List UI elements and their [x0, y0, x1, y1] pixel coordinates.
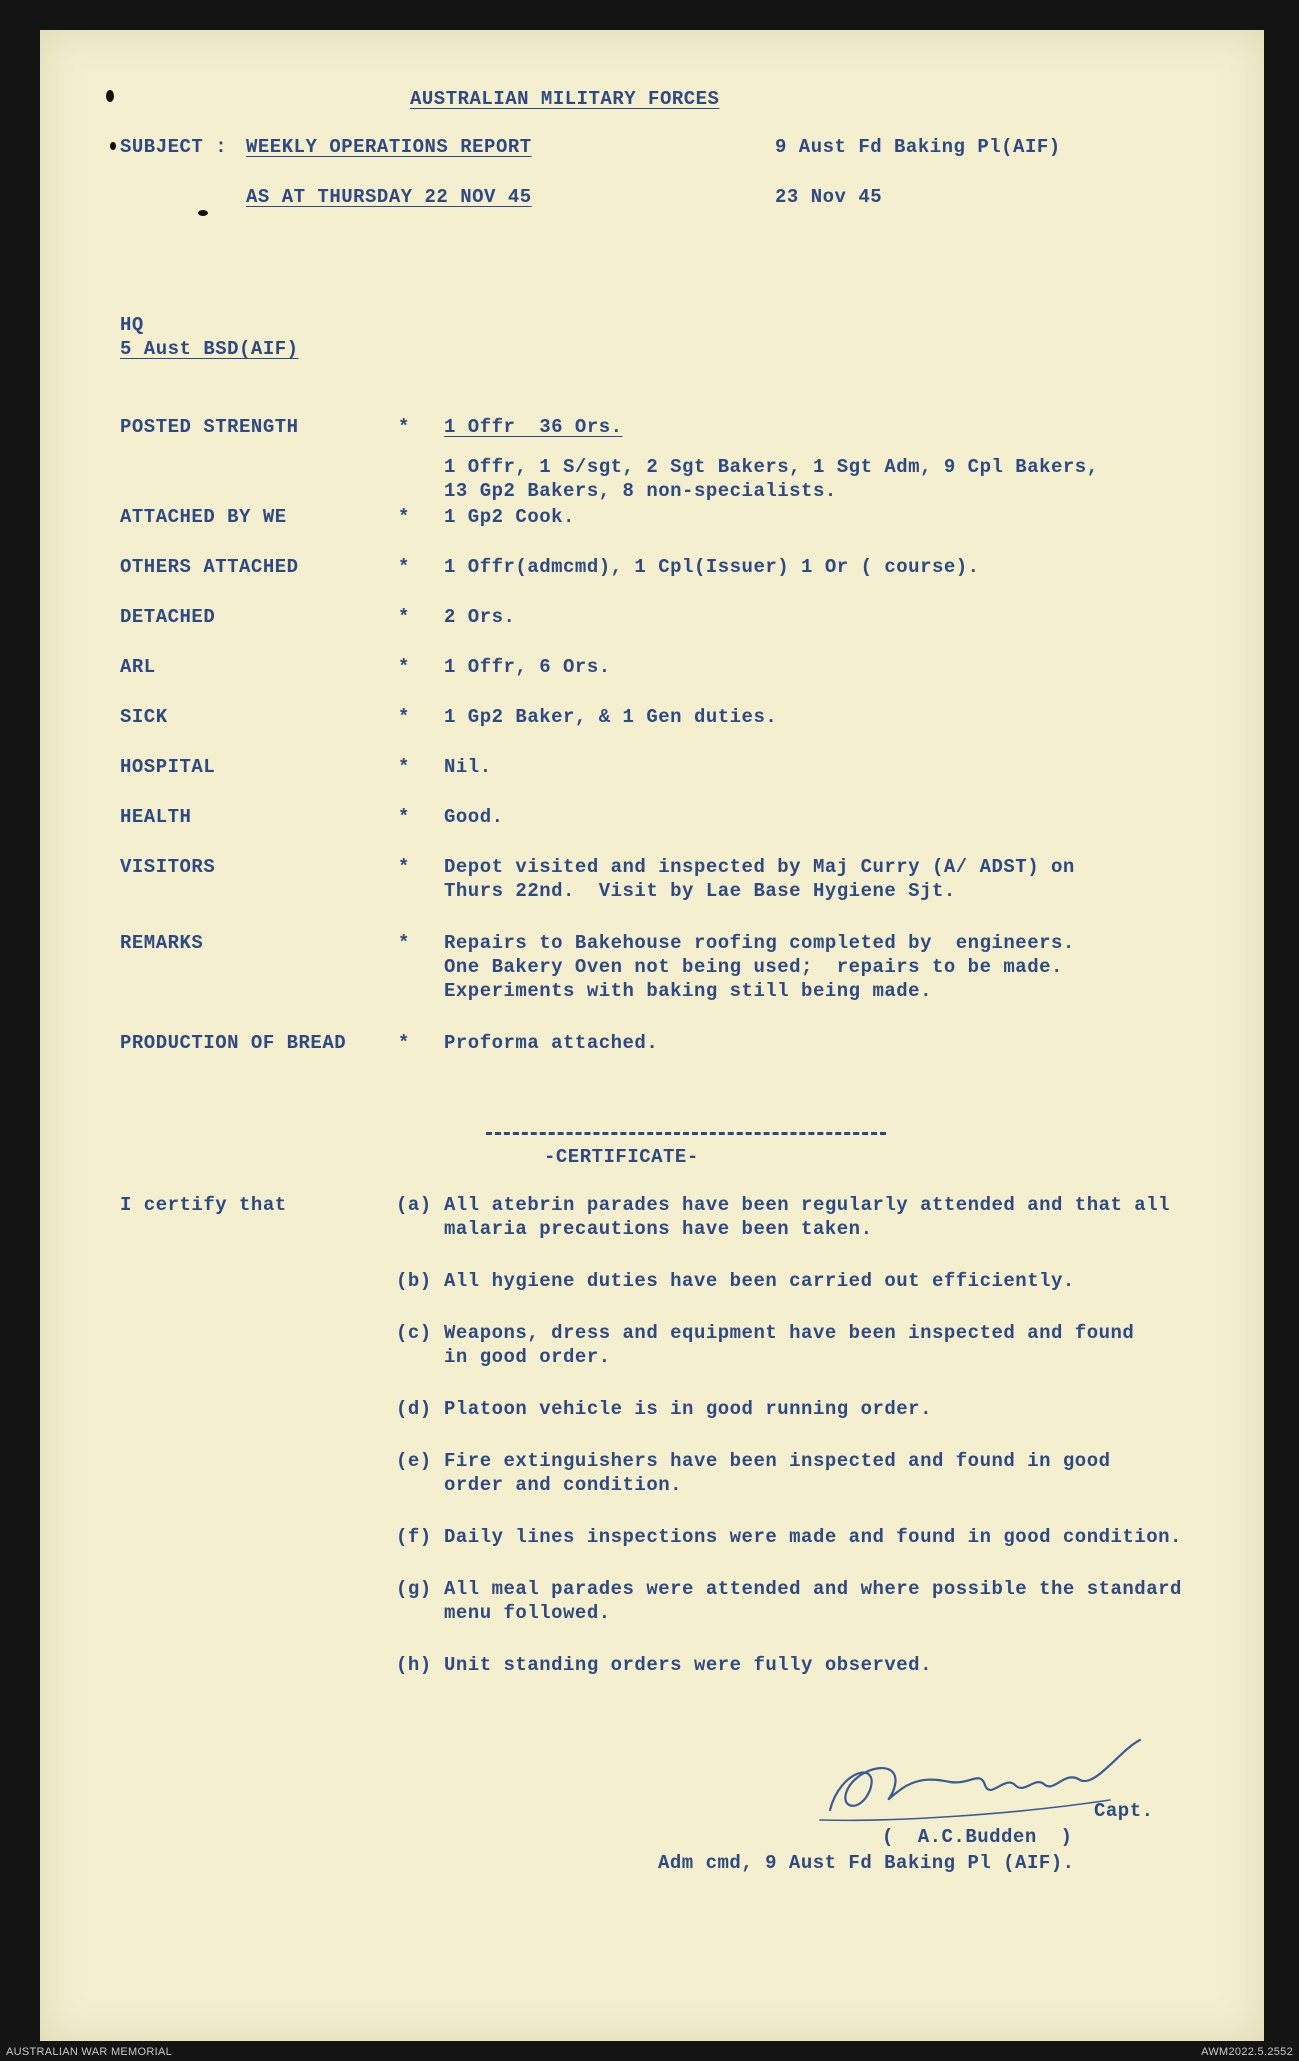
- entry-text: 1 Gp2 Cook.: [444, 506, 575, 528]
- entry-label: REMARKS: [120, 932, 204, 954]
- entry-mark: *: [398, 1032, 410, 1054]
- certificate-text: menu followed.: [444, 1602, 611, 1624]
- punch-mark: [198, 210, 208, 216]
- entry-text: Repairs to Bakehouse roofing completed by engineers.: [444, 932, 1075, 954]
- entry-mark: *: [398, 606, 410, 628]
- certificate-key: (f): [396, 1526, 432, 1548]
- certificate-text: order and condition.: [444, 1474, 683, 1496]
- entry-text: Thurs 22nd. Visit by Lae Base Hygiene Sjt.: [444, 880, 956, 902]
- certificate-text: Fire extinguishers have been inspected and found in good: [444, 1450, 1111, 1472]
- signature-rank: Capt.: [1094, 1800, 1154, 1822]
- punch-mark: [106, 90, 114, 102]
- certificate-key: (d): [396, 1398, 432, 1420]
- certificate-text: Platoon vehicle is in good running order.: [444, 1398, 932, 1420]
- certificate-key: (g): [396, 1578, 432, 1600]
- entry-label: DETACHED: [120, 606, 216, 628]
- document-page: [40, 30, 1264, 2041]
- entry-label: VISITORS: [120, 856, 216, 878]
- section-divider: [486, 1132, 886, 1135]
- entry-mark: *: [398, 756, 410, 778]
- subject-line-2: AS AT THURSDAY 22 NOV 45: [246, 186, 532, 208]
- entry-mark: *: [398, 506, 410, 528]
- subject-line-1: WEEKLY OPERATIONS REPORT: [246, 136, 532, 158]
- entry-text: Proforma attached.: [444, 1032, 659, 1054]
- entry-label: ARL: [120, 656, 156, 678]
- certificate-text: All meal parades were attended and where possible the standard: [444, 1578, 1182, 1600]
- signature-name: ( A.C.Budden ): [882, 1826, 1073, 1848]
- entry-label: SICK: [120, 706, 168, 728]
- entry-text: 13 Gp2 Bakers, 8 non-specialists.: [444, 480, 837, 502]
- entry-mark: *: [398, 706, 410, 728]
- certificate-text: malaria precautions have been taken.: [444, 1218, 873, 1240]
- document-heading: AUSTRALIAN MILITARY FORCES: [410, 88, 720, 110]
- entry-text: 2 Ors.: [444, 606, 516, 628]
- certificate-text: All atebrin parades have been regularly attended and that all: [444, 1194, 1171, 1216]
- entry-label: HEALTH: [120, 806, 192, 828]
- entry-text: 1 Offr, 1 S/sgt, 2 Sgt Bakers, 1 Sgt Adm, 9 Cpl Bakers,: [444, 456, 1099, 478]
- entry-text: 1 Gp2 Baker, & 1 Gen duties.: [444, 706, 778, 728]
- certificate-key: (e): [396, 1450, 432, 1472]
- unit-name: 9 Aust Fd Baking Pl(AIF): [775, 136, 1061, 158]
- certify-intro: I certify that: [120, 1194, 287, 1216]
- certificate-text: in good order.: [444, 1346, 611, 1368]
- certificate-key: (c): [396, 1322, 432, 1344]
- entry-text: 1 Offr(admcmd), 1 Cpl(Issuer) 1 Or ( course).: [444, 556, 980, 578]
- entry-text: Experiments with baking still being made.: [444, 980, 932, 1002]
- certificate-key: (b): [396, 1270, 432, 1292]
- entry-text: Good.: [444, 806, 504, 828]
- entry-label: HOSPITAL: [120, 756, 216, 778]
- entry-mark: *: [398, 556, 410, 578]
- entry-mark: *: [398, 656, 410, 678]
- certificate-text: All hygiene duties have been carried out efficiently.: [444, 1270, 1075, 1292]
- addressee-line-1: HQ: [120, 314, 144, 336]
- entry-mark: *: [398, 856, 410, 878]
- certificate-title: -CERTIFICATE-: [544, 1146, 699, 1168]
- subject-label: SUBJECT :: [120, 136, 228, 158]
- certificate-text: Unit standing orders were fully observed.: [444, 1654, 932, 1676]
- entry-label: PRODUCTION OF BREAD: [120, 1032, 347, 1054]
- entry-text: 1 Offr 36 Ors.: [444, 416, 623, 438]
- footer-left: AUSTRALIAN WAR MEMORIAL: [6, 2046, 173, 2058]
- entry-text: 1 Offr, 6 Ors.: [444, 656, 611, 678]
- certificate-text: Daily lines inspections were made and found in good condition.: [444, 1526, 1182, 1548]
- entry-mark: *: [398, 932, 410, 954]
- entry-text: One Bakery Oven not being used; repairs to be made.: [444, 956, 1063, 978]
- entry-label: POSTED STRENGTH: [120, 416, 299, 438]
- footer-right: AWM2022.5.2552: [1201, 2046, 1293, 2058]
- punch-mark: [110, 142, 116, 150]
- entry-mark: *: [398, 806, 410, 828]
- entry-text: Nil.: [444, 756, 492, 778]
- entry-text: Depot visited and inspected by Maj Curry (A/ ADST) on: [444, 856, 1075, 878]
- addressee-line-2: 5 Aust BSD(AIF): [120, 338, 299, 360]
- signature-title: Adm cmd, 9 Aust Fd Baking Pl (AIF).: [658, 1852, 1075, 1874]
- report-date: 23 Nov 45: [775, 186, 883, 208]
- certificate-text: Weapons, dress and equipment have been inspected and found: [444, 1322, 1135, 1344]
- certificate-key: (a): [396, 1194, 432, 1216]
- entry-label: OTHERS ATTACHED: [120, 556, 299, 578]
- entry-label: ATTACHED BY WE: [120, 506, 287, 528]
- certificate-key: (h): [396, 1654, 432, 1676]
- entry-mark: *: [398, 416, 410, 438]
